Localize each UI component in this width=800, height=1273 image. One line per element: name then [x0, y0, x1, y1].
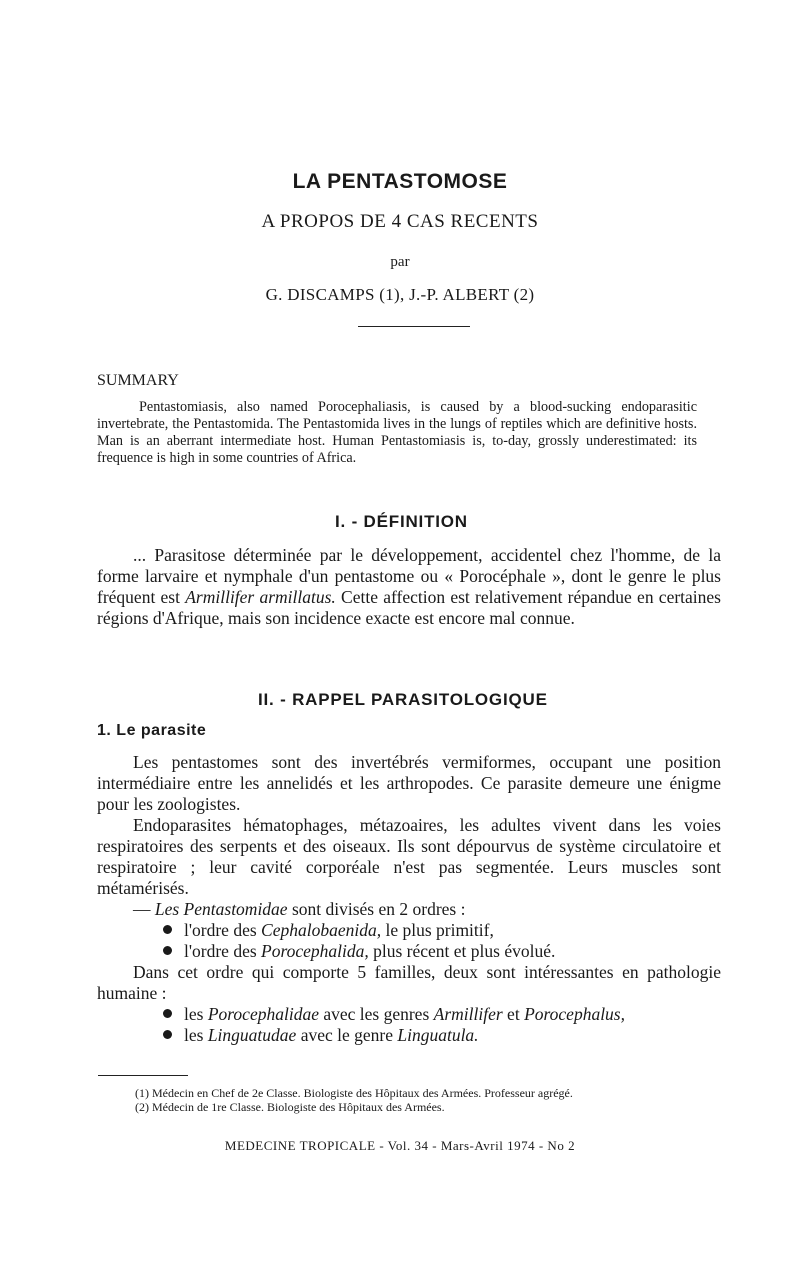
bullet-text: le plus primitif,: [381, 920, 494, 940]
footnote-2: (2) Médecin de 1re Classe. Biologiste des Hôpitaux des Armées.: [135, 1100, 445, 1114]
bullet-text: les: [184, 1025, 208, 1045]
section-definition-heading: I. - DÉFINITION: [335, 512, 468, 531]
definition-species: Armillifer armillatus.: [185, 587, 336, 607]
taxon-linguatudae: Linguatudae: [207, 1025, 297, 1045]
rappel-paragraph-3: Dans cet ordre qui comporte 5 familles, deux sont intéressantes en pathologie humaine :: [97, 962, 721, 1003]
bullet-icon: [163, 1030, 172, 1039]
bullet-text: l'ordre des: [184, 920, 262, 940]
bullet-icon: [163, 1009, 172, 1018]
taxon-cephalobaenida: Cephalobaenida,: [261, 920, 382, 940]
bullet-text: les: [184, 1004, 208, 1024]
rappel-body: [97, 752, 721, 1046]
definition-text-b: Cette affection est relativement répandue en certaines régions d'Afrique, mais son incidence exacte est encore mal connue.: [97, 587, 721, 628]
paper-title: LA PENTASTOMOSE: [292, 170, 508, 193]
journal-footer: MEDECINE TROPICALE - Vol. 34 - Mars-Avril 1974 - No 2: [224, 1138, 576, 1153]
taxon-porocephalidae: Porocephalidae: [207, 1004, 319, 1024]
bullet-text: plus récent et plus évolué.: [368, 941, 556, 961]
dash: —: [133, 899, 155, 919]
summary-text: Pentastomiasis, also named Porocephaliasis, is caused by a blood-sucking endoparasitic invertebrate, the Pentastomida. The Pentastomida lives in the lungs of reptiles which are definitive hosts. Man is an aberrant intermediate host. Human Pentastomiasis is, to-day, grossly underestimated: its frequence is high in some countries of Africa.: [97, 399, 697, 466]
rappel-paragraph-2: Endoparasites hématophages, métazoaires, les adultes vivent dans les voies respiratoires des serpents et des oiseaux. Ils sont dépourvus de système circulatoire et respiratoire ; leur cavité corporéale n'est pas segmentée. Leurs muscles sont métamérisés.: [97, 815, 721, 898]
definition-text-a: ... Parasitose déterminée par le développement, accidentel chez l'homme, de la forme larvaire et nymphale d'un pentastome ou « Porocéphale », dont le genre le plus fréquent est: [97, 545, 721, 607]
list-item: [97, 920, 721, 941]
bullet-icon: [163, 925, 172, 934]
taxon-porocephalus: Porocephalus,: [524, 1004, 625, 1024]
subsection-parasite-heading: 1. Le parasite: [97, 722, 207, 739]
definition-paragraph: [97, 545, 721, 629]
list-item: [97, 941, 721, 962]
section-rappel-heading: II. - RAPPEL PARASITOLOGIQUE: [258, 690, 548, 709]
taxon-porocephalida: Porocephalida,: [261, 941, 369, 961]
taxon-linguatula: Linguatula.: [397, 1025, 479, 1045]
taxon-pentastomidae: Les Pentastomidae: [154, 899, 288, 919]
title-divider: [358, 326, 470, 327]
footnote-divider: [98, 1075, 188, 1076]
footnote-1: (1) Médecin en Chef de 2e Classe. Biologiste des Hôpitaux des Armées. Professeur agrégé.: [135, 1086, 573, 1100]
rappel-paragraph-1: Les pentastomes sont des invertébrés vermiformes, occupant une position intermédiaire entre les annelidés et les arthropodes. Ce parasite demeure une énigme pour les zoologistes.: [97, 752, 721, 814]
orders-intro: [97, 899, 721, 920]
bullet-text: avec les genres: [318, 1004, 434, 1024]
bullet-icon: [163, 946, 172, 955]
bullet-text: et: [502, 1004, 525, 1024]
byline-par: par: [390, 254, 410, 270]
paper-subtitle: A PROPOS DE 4 CAS RECENTS: [261, 211, 539, 232]
summary-block: [97, 399, 697, 467]
summary-heading: SUMMARY: [97, 372, 179, 389]
list-item: [97, 1025, 721, 1046]
list-item: [97, 1004, 721, 1025]
taxon-armillifer: Armillifer: [433, 1004, 503, 1024]
authors: G. DISCAMPS (1), J.-P. ALBERT (2): [265, 285, 535, 304]
bullet-text: l'ordre des: [184, 941, 262, 961]
orders-intro-text: sont divisés en 2 ordres :: [287, 899, 466, 919]
bullet-text: avec le genre: [296, 1025, 398, 1045]
